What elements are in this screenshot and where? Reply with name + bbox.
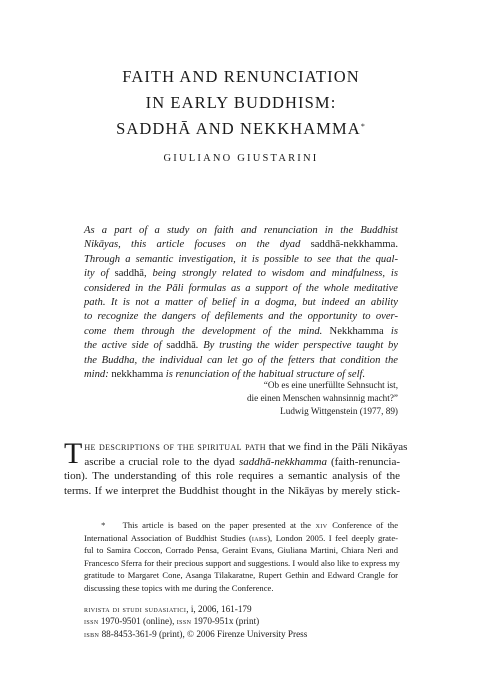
abstract-text: is bbox=[383, 325, 398, 337]
issn-label: issn bbox=[176, 616, 192, 627]
footnote bbox=[84, 519, 398, 595]
footnote-text: ), London 2005. I feel deeply grate- bbox=[267, 532, 398, 543]
abstract-text: mind: bbox=[84, 369, 109, 381]
body-text: ascribe a crucial role to the dyad bbox=[84, 455, 239, 468]
body-text: that we find in the Pāli Nikāyas bbox=[265, 441, 408, 453]
title-footnote-mark: * bbox=[360, 122, 366, 131]
title-line-1: FAITH AND RENUNCIATION bbox=[122, 67, 360, 86]
issn-online: 1970-9501 (online), bbox=[98, 616, 177, 627]
abstract-term: Nekkhamma bbox=[322, 325, 384, 337]
abstract-line bbox=[84, 325, 398, 339]
abstract bbox=[84, 224, 398, 382]
abstract-line bbox=[84, 339, 398, 353]
abstract-term: saddhā-nekkhamma. bbox=[300, 239, 398, 251]
footnote-line bbox=[84, 532, 398, 545]
abstract-term: nekkhamma bbox=[108, 369, 164, 381]
imprint-isbn bbox=[84, 628, 404, 640]
abstract-term: saddhā bbox=[108, 268, 145, 280]
body-paragraph bbox=[64, 437, 408, 498]
footnote-small-caps: xiv bbox=[310, 520, 333, 530]
abstract-text: , being strongly related to wisdom and mindfulness, is bbox=[144, 268, 398, 280]
abstract-line bbox=[84, 238, 398, 252]
footnote-line bbox=[84, 519, 398, 532]
drop-cap: T bbox=[64, 437, 83, 470]
body-line: tion). The understanding of this role requires a semantic analysis of the bbox=[64, 470, 400, 483]
abstract-text: the active side of bbox=[84, 340, 162, 352]
title-block bbox=[0, 64, 482, 164]
abstract-text: ity of bbox=[84, 268, 109, 280]
abstract-line: to recognize the dangers of defilements and the opportunity to over- bbox=[84, 311, 398, 323]
abstract-line: considered in the Pāli formulas as a support of the whole meditative bbox=[84, 282, 398, 294]
abstract-term: saddhā bbox=[161, 340, 196, 352]
imprint-journal bbox=[84, 603, 404, 615]
author-name: GIULIANO GIUSTARINI bbox=[163, 153, 319, 164]
footnote-mark-text: * bbox=[101, 520, 106, 530]
epigraph-line-1: “Ob es eine unerfüllte Sehnsucht ist, bbox=[263, 380, 398, 390]
epigraph-attribution: Ludwig Wittgenstein (1977, 89) bbox=[280, 405, 398, 416]
abstract-line: the Buddha, the individual can let go of the fetters that condition the bbox=[84, 354, 398, 366]
isbn-copyright: 88-8453-361-9 (print), © 2006 Firenze University Press bbox=[99, 628, 308, 639]
epigraph-line-2: die einen Menschen wahnsinnig macht?” bbox=[246, 392, 398, 403]
issn-label: issn bbox=[84, 616, 99, 627]
body-term: saddhā-nekkhamma bbox=[238, 455, 327, 468]
imprint-issn bbox=[84, 615, 404, 627]
body-text: (faith-renuncia- bbox=[326, 455, 400, 468]
body-line bbox=[64, 440, 408, 455]
body-line bbox=[64, 455, 400, 470]
footnote-line: discussing these topics with me during the Conference. bbox=[84, 582, 274, 593]
footnote-mark bbox=[84, 520, 123, 530]
footnote-text: This article is based on the paper presented at the bbox=[122, 520, 311, 530]
journal-issue: , i, 2006, 161-179 bbox=[186, 604, 252, 614]
abstract-line: Through a semantic investigation, it is possible to see that the qual- bbox=[84, 253, 398, 265]
title-line-2: IN EARLY BUDDHISM: bbox=[145, 93, 337, 112]
body-small-caps: he descriptions of the spiritual path bbox=[84, 441, 266, 453]
footnote-text: International Association of Buddhist Studies ( bbox=[84, 532, 252, 543]
abstract-text: Nikāyas, this article focuses on the dyad bbox=[84, 239, 301, 251]
isbn-label: isbn bbox=[84, 628, 100, 639]
title-line-3 bbox=[0, 116, 482, 142]
abstract-line: path. It is not a matter of belief in a dogma, but indeed an ability bbox=[84, 297, 398, 309]
journal-name: rivista di studi sudasiatici bbox=[84, 604, 187, 614]
abstract-line: As a part of a study on faith and renunciation in the Buddhist bbox=[84, 225, 398, 236]
abstract-line bbox=[84, 267, 398, 281]
epigraph bbox=[138, 379, 398, 417]
abstract-text: come them through the development of the mind. bbox=[84, 325, 323, 337]
abstract-text: is renunciation of the habitual structure of self. bbox=[163, 369, 366, 381]
footnote-line: Francesco Sferra for their precious support and suggestions. I would also like to express my bbox=[84, 557, 400, 568]
footnote-line: gratitude to Margaret Cone, Asanga Tilakaratne, Rupert Gethin and Edward Crangle for bbox=[84, 570, 398, 581]
body-line: terms. If we interpret the Buddhist thought in the Nikāyas by merely stick- bbox=[64, 484, 400, 497]
footnote-line: ful to Samira Coccon, Corrado Pensa, Geraint Evans, Giuliana Martini, Chiara Neri and bbox=[84, 545, 398, 556]
imprint bbox=[84, 603, 404, 640]
issn-print: 1970-951x (print) bbox=[191, 616, 260, 627]
abstract-text: . By trusting the wider perspective taught by bbox=[195, 340, 398, 352]
footnote-small-caps: iabs bbox=[251, 532, 268, 543]
footnote-text: Conference of the bbox=[332, 520, 399, 530]
title-line-3-text: SADDHĀ AND NEKKHAMMA bbox=[116, 119, 361, 138]
